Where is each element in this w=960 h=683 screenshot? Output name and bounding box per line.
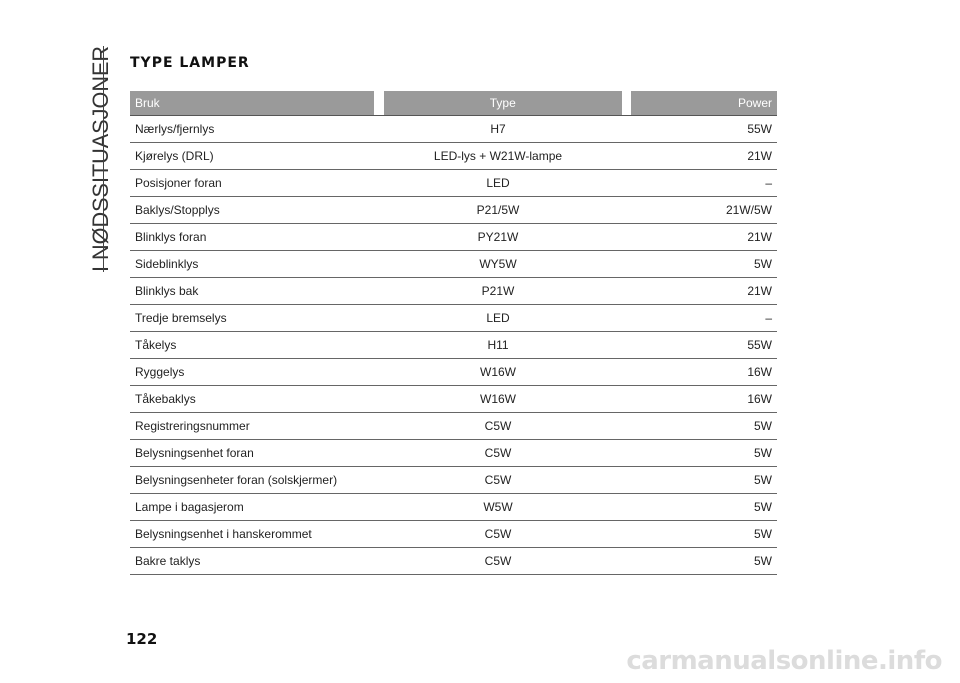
cell-power: 5W [622, 548, 777, 575]
cell-type: W16W [374, 386, 622, 413]
cell-type: LED-lys + W21W-lampe [374, 143, 622, 170]
table-row [130, 197, 777, 224]
chapter-title [78, 40, 118, 272]
cell-type: P21/5W [374, 197, 622, 224]
header-type: Type [384, 91, 622, 116]
table-row [130, 359, 777, 386]
table-row [130, 305, 777, 332]
table-row [130, 278, 777, 305]
cell-bruk: Belysningsenheter foran (solskjermer) [130, 467, 374, 494]
table-row [130, 170, 777, 197]
cell-power: – [622, 305, 777, 332]
chapter-divider [103, 46, 104, 272]
cell-power: 55W [622, 116, 777, 143]
table-header-row [130, 91, 777, 116]
cell-type: W16W [374, 359, 622, 386]
lamp-table [130, 91, 777, 575]
cell-power: 21W [622, 143, 777, 170]
cell-type: C5W [374, 521, 622, 548]
cell-type: W5W [374, 494, 622, 521]
cell-type: LED [374, 305, 622, 332]
cell-bruk: Registreringsnummer [130, 413, 374, 440]
table-body [130, 116, 777, 575]
cell-power: 21W/5W [622, 197, 777, 224]
cell-power: 16W [622, 359, 777, 386]
chapter-title-text: I NØDSSITUASJONER [88, 42, 113, 272]
cell-power: 16W [622, 386, 777, 413]
header-power: Power [631, 91, 777, 116]
cell-type: C5W [374, 440, 622, 467]
cell-type: C5W [374, 467, 622, 494]
cell-bruk: Lampe i bagasjerom [130, 494, 374, 521]
table-row [130, 494, 777, 521]
table-row [130, 413, 777, 440]
cell-bruk: Tredje bremselys [130, 305, 374, 332]
cell-bruk: Nærlys/fjernlys [130, 116, 374, 143]
cell-bruk: Baklys/Stopplys [130, 197, 374, 224]
table-row [130, 548, 777, 575]
table-row [130, 224, 777, 251]
cell-bruk: Ryggelys [130, 359, 374, 386]
cell-power: 21W [622, 224, 777, 251]
table-row [130, 467, 777, 494]
cell-bruk: Blinklys bak [130, 278, 374, 305]
cell-power: 5W [622, 440, 777, 467]
cell-power: 5W [622, 521, 777, 548]
cell-bruk: Bakre taklys [130, 548, 374, 575]
cell-type: PY21W [374, 224, 622, 251]
table-row [130, 386, 777, 413]
table-row [130, 116, 777, 143]
cell-type: LED [374, 170, 622, 197]
cell-power: 21W [622, 278, 777, 305]
cell-power: 5W [622, 494, 777, 521]
cell-bruk: Belysningsenhet i hanskerommet [130, 521, 374, 548]
cell-power: 5W [622, 467, 777, 494]
cell-power: 5W [622, 413, 777, 440]
cell-bruk: Tåkelys [130, 332, 374, 359]
cell-bruk: Kjørelys (DRL) [130, 143, 374, 170]
cell-power: 55W [622, 332, 777, 359]
cell-type: C5W [374, 548, 622, 575]
table-row [130, 251, 777, 278]
cell-bruk: Blinklys foran [130, 224, 374, 251]
table-row [130, 332, 777, 359]
cell-type: P21W [374, 278, 622, 305]
table-row [130, 440, 777, 467]
cell-bruk: Posisjoner foran [130, 170, 374, 197]
cell-type: C5W [374, 413, 622, 440]
section-title: TYPE LAMPER [130, 55, 250, 71]
header-bruk: Bruk [130, 91, 374, 116]
cell-bruk: Tåkebaklys [130, 386, 374, 413]
table-row [130, 143, 777, 170]
page-number: 122 [126, 630, 158, 648]
cell-power: – [622, 170, 777, 197]
cell-type: WY5W [374, 251, 622, 278]
cell-bruk: Belysningsenhet foran [130, 440, 374, 467]
watermark: carmanualsonline.info [626, 646, 942, 676]
cell-power: 5W [622, 251, 777, 278]
cell-type: H11 [374, 332, 622, 359]
cell-type: H7 [374, 116, 622, 143]
table-row [130, 521, 777, 548]
cell-bruk: Sideblinklys [130, 251, 374, 278]
